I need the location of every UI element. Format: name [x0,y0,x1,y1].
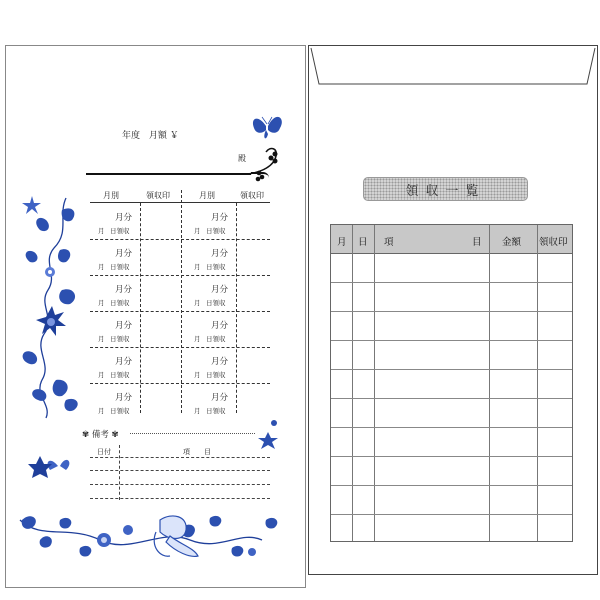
col-month-right: 月別 [199,191,215,200]
ledger-row [331,485,572,486]
ledger-header-amount: 金額 [502,237,522,248]
slot-month: 月 [194,407,201,415]
envelope-title: 領収一覧 [405,183,486,199]
slot-month-of: 月分 [211,357,229,367]
ledger-col-divider [489,225,490,541]
ledger-row [331,369,572,370]
slot-month-of: 月分 [115,393,133,403]
slot-month: 月 [194,227,201,235]
ledger-header-day: 日 [358,237,368,248]
leaf-icon [22,516,278,557]
slot-month: 月 [194,335,201,343]
slot-month: 月 [98,227,105,235]
flower-icon [45,267,55,277]
slot-day-received: 日領収 [110,227,130,235]
fiscal-year-label: 年度 [122,131,141,141]
slot-day-received: 日領収 [110,371,130,379]
ledger-row [331,398,572,399]
flower-icon [22,196,41,214]
slot-month-of: 月分 [115,285,133,295]
col-month-left: 月別 [103,191,119,200]
flower-icon [36,306,66,336]
slot-month-of: 月分 [115,213,133,223]
slot-day-received: 日領収 [206,335,226,343]
slot-day-received: 日領収 [110,299,130,307]
curl-ornament-icon [248,149,276,174]
slot-month: 月 [194,371,201,379]
ledger-row [331,340,572,341]
slot-month: 月 [98,299,105,307]
slot-day-received: 日領収 [110,263,130,271]
clover-icon [256,152,278,182]
ledger-header-item-left: 項 [384,237,394,248]
receipt-ledger-table [330,224,573,542]
slot-day-received: 日領収 [110,407,130,415]
butterfly-icon [253,117,282,138]
bottom-vine [20,520,262,545]
remarks-label: ✾ 備考 ✾ [82,430,119,440]
remarks-date-header: 日付 [97,448,111,456]
ledger-header-stamp: 領収印 [539,237,568,248]
ledger-col-divider [352,225,353,541]
slot-month: 月 [98,263,105,271]
slot-day-received: 日領収 [206,299,226,307]
slot-month: 月 [194,299,201,307]
slot-month-of: 月分 [211,285,229,295]
monthly-amount-label: 月額 ￥ [148,131,179,141]
slot-month-of: 月分 [115,249,133,259]
slot-month-of: 月分 [115,357,133,367]
slot-month: 月 [194,263,201,271]
slot-month: 月 [98,407,105,415]
slot-month: 月 [98,335,105,343]
ledger-col-divider [537,225,538,541]
slot-month: 月 [98,371,105,379]
ledger-header-month: 月 [337,237,347,248]
flower-icon [258,420,278,449]
slot-day-received: 日領収 [110,335,130,343]
slot-month-of: 月分 [211,393,229,403]
ledger-row [331,514,572,515]
slot-month-of: 月分 [211,249,229,259]
envelope-title-plate [363,177,528,201]
ledger-col-divider [374,225,375,541]
remarks-item-header: 項 目 [183,448,211,456]
col-stamp-right: 領収印 [240,191,264,200]
recipient-honorific: 殿 [238,154,246,163]
slot-day-received: 日領収 [206,371,226,379]
ledger-row [331,311,572,312]
flower-icon [28,456,52,478]
slot-month-of: 月分 [115,321,133,331]
ledger-row [331,282,572,283]
slot-day-received: 日領収 [206,407,226,415]
envelope-flap [309,46,597,88]
slot-day-received: 日領収 [206,227,226,235]
ledger-header-item-right: 目 [472,237,482,248]
slot-month-of: 月分 [211,213,229,223]
ledger-row [331,456,572,457]
col-stamp-left: 領収印 [146,191,170,200]
slot-day-received: 日領収 [206,263,226,271]
ledger-row [331,427,572,428]
slot-month-of: 月分 [211,321,229,331]
